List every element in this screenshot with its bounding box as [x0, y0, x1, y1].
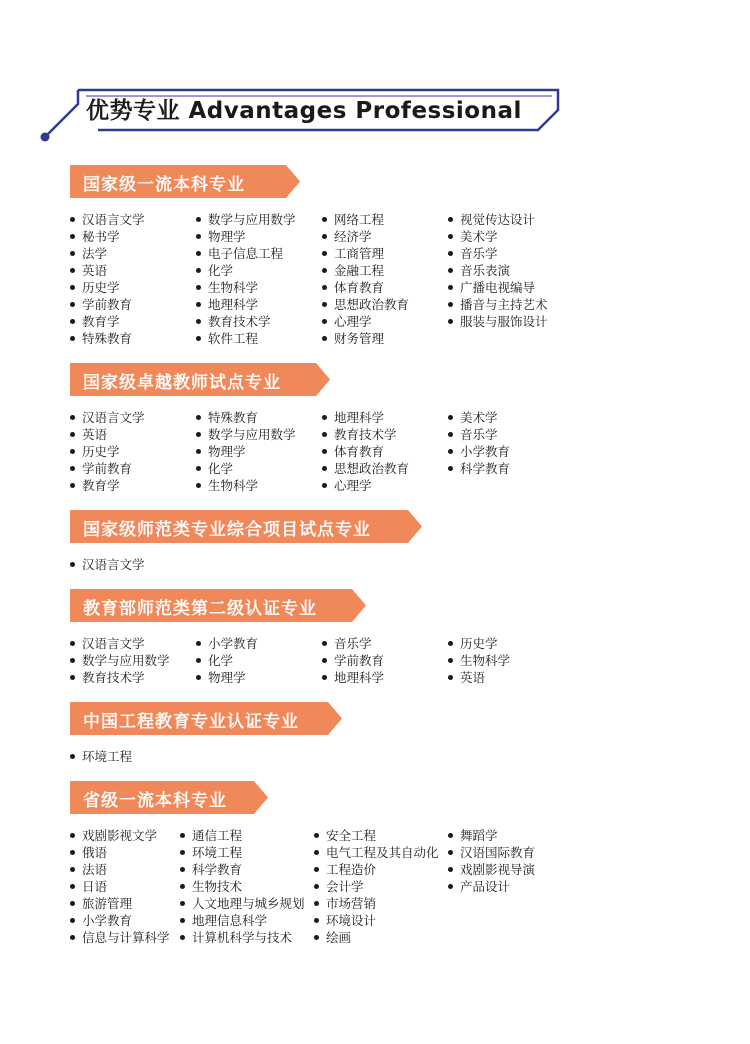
list-item: 特殊教育 [70, 330, 196, 347]
list-item: 地理科学 [322, 669, 448, 686]
major-column [70, 635, 196, 686]
list-item: 旅游管理 [70, 895, 180, 912]
list-item: 汉语国际教育 [448, 844, 598, 861]
list-item: 物理学 [196, 669, 322, 686]
section-title: 国家级卓越教师试点专业 [83, 373, 281, 393]
list-item: 学前教育 [70, 460, 196, 477]
list-item: 舞蹈学 [448, 827, 598, 844]
list-item: 会计学 [314, 878, 448, 895]
list-item: 英语 [70, 262, 196, 279]
list-item: 教育技术学 [322, 426, 448, 443]
list-item: 化学 [196, 652, 322, 669]
major-column [196, 635, 322, 686]
list-item: 地理科学 [322, 409, 448, 426]
list-item: 生物科学 [196, 279, 322, 296]
list-item: 化学 [196, 460, 322, 477]
list-item: 数学与应用数学 [196, 211, 322, 228]
list-item: 计算机科学与技术 [180, 929, 314, 946]
list-item: 通信工程 [180, 827, 314, 844]
major-list [70, 748, 598, 765]
list-item: 俄语 [70, 844, 180, 861]
list-item: 秘书学 [70, 228, 196, 245]
list-item: 地理信息科学 [180, 912, 314, 929]
list-item: 生物技术 [180, 878, 314, 895]
list-item: 科学教育 [180, 861, 314, 878]
section-engineering-certification [70, 702, 598, 765]
list-item: 安全工程 [314, 827, 448, 844]
list-item: 法语 [70, 861, 180, 878]
section-title: 省级一流本科专业 [83, 791, 227, 811]
list-item: 广播电视编导 [448, 279, 598, 296]
major-column [70, 211, 196, 347]
list-item: 物理学 [196, 443, 322, 460]
list-item: 电子信息工程 [196, 245, 322, 262]
list-item: 思想政治教育 [322, 460, 448, 477]
list-item: 历史学 [448, 635, 598, 652]
list-item: 科学教育 [448, 460, 598, 477]
section-banner [70, 363, 598, 396]
list-item: 历史学 [70, 279, 196, 296]
list-item: 环境设计 [314, 912, 448, 929]
list-item: 学前教育 [322, 652, 448, 669]
list-item: 体育教育 [322, 443, 448, 460]
list-item: 音乐表演 [448, 262, 598, 279]
list-item: 戏剧影视导演 [448, 861, 598, 878]
list-item: 播音与主持艺术 [448, 296, 598, 313]
page-title: 优势专业 Advantages Professional [86, 98, 522, 124]
list-item: 汉语言文学 [70, 556, 196, 573]
list-item: 学前教育 [70, 296, 196, 313]
major-column [314, 827, 448, 946]
list-item: 日语 [70, 878, 180, 895]
major-list [70, 827, 598, 946]
list-item: 汉语言文学 [70, 211, 196, 228]
major-column [70, 748, 196, 765]
list-item: 美术学 [448, 409, 598, 426]
list-item: 金融工程 [322, 262, 448, 279]
major-column [196, 211, 322, 347]
section-provincial-first-class [70, 781, 598, 946]
major-list [70, 556, 598, 573]
major-column [322, 211, 448, 347]
list-item: 网络工程 [322, 211, 448, 228]
list-item: 音乐学 [322, 635, 448, 652]
list-item: 人文地理与城乡规划 [180, 895, 314, 912]
list-item: 汉语言文学 [70, 409, 196, 426]
list-item: 音乐学 [448, 426, 598, 443]
list-item: 产品设计 [448, 878, 598, 895]
major-list [70, 635, 598, 686]
list-item: 小学教育 [70, 912, 180, 929]
section-banner [70, 589, 598, 622]
section-title: 教育部师范类第二级认证专业 [83, 599, 317, 619]
major-column [322, 635, 448, 686]
major-column [70, 409, 196, 494]
section-banner [70, 702, 598, 735]
major-column [448, 211, 598, 347]
list-item: 教育技术学 [196, 313, 322, 330]
list-item: 英语 [70, 426, 196, 443]
section-comprehensive-pilot [70, 510, 598, 573]
list-item: 数学与应用数学 [196, 426, 322, 443]
list-item: 教育技术学 [70, 669, 196, 686]
list-item: 环境工程 [180, 844, 314, 861]
list-item: 特殊教育 [196, 409, 322, 426]
list-item: 体育教育 [322, 279, 448, 296]
section-excellent-teacher [70, 363, 598, 494]
list-item: 市场营销 [314, 895, 448, 912]
list-item: 视觉传达设计 [448, 211, 598, 228]
list-item: 教育学 [70, 313, 196, 330]
list-item: 电气工程及其自动化 [314, 844, 448, 861]
list-item: 地理科学 [196, 296, 322, 313]
list-item: 美术学 [448, 228, 598, 245]
section-banner [70, 510, 598, 543]
list-item: 工程造价 [314, 861, 448, 878]
section-title: 国家级师范类专业综合项目试点专业 [83, 520, 371, 540]
section-title: 国家级一流本科专业 [83, 175, 245, 195]
major-column [70, 827, 180, 946]
list-item: 软件工程 [196, 330, 322, 347]
major-column [180, 827, 314, 946]
list-item: 思想政治教育 [322, 296, 448, 313]
section-national-first-class [70, 165, 598, 347]
section-banner [70, 781, 598, 814]
major-column [196, 409, 322, 494]
list-item: 服装与服饰设计 [448, 313, 598, 330]
list-item: 英语 [448, 669, 598, 686]
list-item: 化学 [196, 262, 322, 279]
list-item: 绘画 [314, 929, 448, 946]
major-column [448, 635, 598, 686]
major-column [322, 409, 448, 494]
section-second-level-certification [70, 589, 598, 686]
list-item: 教育学 [70, 477, 196, 494]
list-item: 经济学 [322, 228, 448, 245]
list-item: 戏剧影视文学 [70, 827, 180, 844]
section-banner [70, 165, 598, 198]
list-item: 汉语言文学 [70, 635, 196, 652]
list-item: 小学教育 [196, 635, 322, 652]
list-item: 财务管理 [322, 330, 448, 347]
major-list [70, 211, 598, 347]
list-item: 环境工程 [70, 748, 196, 765]
list-item: 历史学 [70, 443, 196, 460]
major-column [70, 556, 196, 573]
list-item: 小学教育 [448, 443, 598, 460]
section-title: 中国工程教育专业认证专业 [83, 712, 299, 732]
list-item: 生物科学 [196, 477, 322, 494]
major-column [448, 827, 598, 946]
list-item: 物理学 [196, 228, 322, 245]
list-item: 信息与计算科学 [70, 929, 180, 946]
list-item: 法学 [70, 245, 196, 262]
list-item: 心理学 [322, 313, 448, 330]
list-item: 生物科学 [448, 652, 598, 669]
list-item: 工商管理 [322, 245, 448, 262]
major-list [70, 409, 598, 494]
page-header [38, 82, 568, 144]
list-item: 数学与应用数学 [70, 652, 196, 669]
list-item: 音乐学 [448, 245, 598, 262]
major-column [448, 409, 598, 494]
list-item: 心理学 [322, 477, 448, 494]
